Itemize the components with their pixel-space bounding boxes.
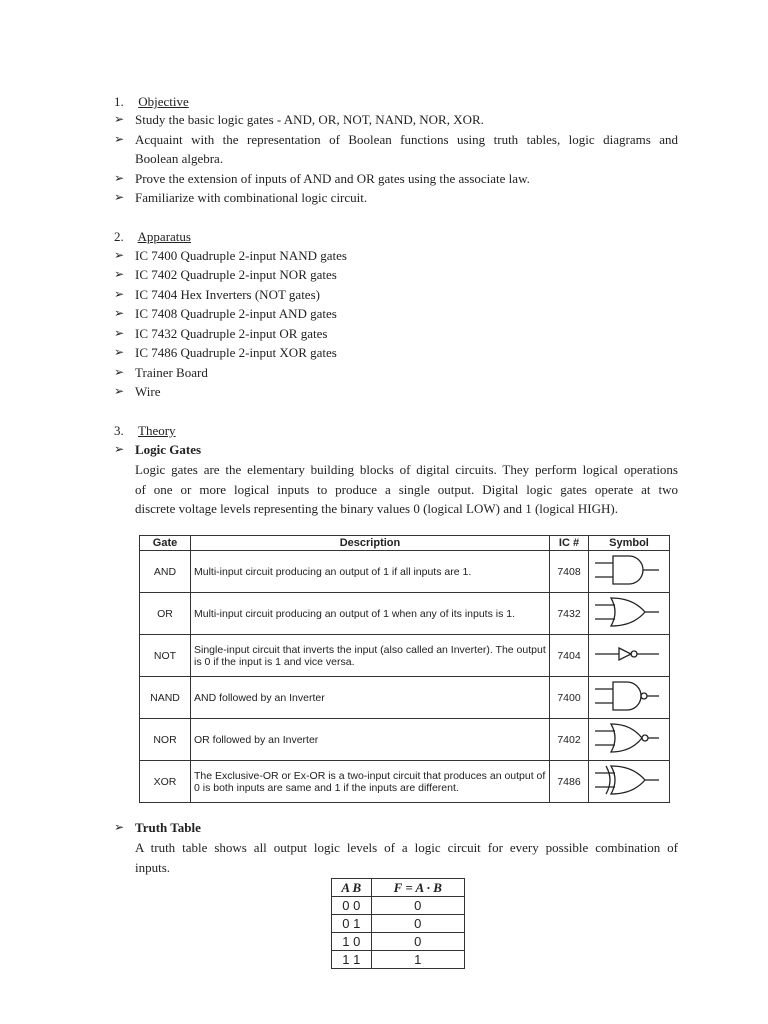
bullet-icon: ➢	[114, 190, 125, 204]
gate-description: Single-input circuit that inverts the input (also called an Inverter). The output is 0 if the input is 1 and vice versa.	[191, 635, 550, 677]
nor-gate-icon	[589, 719, 670, 761]
section-objective-heading	[114, 93, 189, 111]
paragraph-line: of one or more logical inputs to produce a single output. Digital logic gates operate at two	[135, 481, 678, 497]
table-row	[332, 933, 465, 951]
truth-table-output: 0	[371, 897, 464, 915]
gate-ic: 7432	[550, 593, 589, 635]
truth-table-output: 0	[371, 933, 464, 951]
section-number: 2.	[114, 229, 124, 244]
objective-item: Prove the extension of inputs of AND and OR gates using the associate law.	[135, 171, 530, 186]
table-row	[140, 761, 670, 803]
section-apparatus-heading	[114, 228, 191, 246]
logic-gates-paragraph	[135, 460, 678, 519]
objective-item: Acquaint with the representation of Boolean functions using truth tables, logic diagrams and	[135, 132, 678, 147]
logic-gates-table	[139, 535, 670, 803]
truth-table-input: 1 0	[332, 933, 372, 951]
gate-name: AND	[140, 551, 191, 593]
logic-gates-heading	[135, 441, 201, 459]
and-gate-icon	[589, 551, 670, 593]
truth-table-output: 0	[371, 915, 464, 933]
bullet-icon: ➢	[114, 442, 125, 456]
apparatus-item: IC 7402 Quadruple 2-input NOR gates	[135, 267, 337, 282]
apparatus-item: IC 7400 Quadruple 2-input NAND gates	[135, 248, 347, 263]
truth-table-title: Truth Table	[135, 820, 201, 835]
gate-description: The Exclusive-OR or Ex-OR is a two-input circuit that produces an output of 0 is both inputs are same and 1 if the inputs are different.	[191, 761, 550, 803]
paragraph-line: inputs.	[135, 859, 171, 875]
gate-description: OR followed by an Inverter	[191, 719, 550, 761]
truth-table-output: 1	[371, 951, 464, 969]
apparatus-item: IC 7408 Quadruple 2-input AND gates	[135, 306, 337, 321]
apparatus-item: IC 7432 Quadruple 2-input OR gates	[135, 326, 328, 341]
gate-ic: 7402	[550, 719, 589, 761]
apparatus-item: IC 7404 Hex Inverters (NOT gates)	[135, 287, 320, 302]
table-row	[140, 635, 670, 677]
nand-gate-icon	[589, 677, 670, 719]
paragraph-line: A truth table shows all output logic levels of a logic circuit for every possible combination of	[135, 840, 678, 855]
table-row	[140, 551, 670, 593]
bullet-icon: ➢	[114, 306, 125, 320]
gate-name: NOT	[140, 635, 191, 677]
bullet-icon: ➢	[114, 112, 125, 126]
bullet-icon: ➢	[114, 820, 125, 834]
truth-table	[331, 878, 465, 969]
section-number: 1.	[114, 94, 124, 109]
gate-ic: 7408	[550, 551, 589, 593]
header-gate: Gate	[140, 536, 191, 551]
truth-table-input: 1 1	[332, 951, 372, 969]
gate-description: Multi-input circuit producing an output of 1 when any of its inputs is 1.	[191, 593, 550, 635]
truth-table-heading	[135, 819, 201, 837]
apparatus-item: Wire	[135, 384, 161, 399]
table-header-row	[140, 536, 670, 551]
bullet-icon: ➢	[114, 345, 125, 359]
truth-table-output-header: F = A · B	[371, 879, 464, 897]
xor-gate-icon	[589, 761, 670, 803]
bullet-icon: ➢	[114, 384, 125, 398]
table-row	[140, 593, 670, 635]
objective-item: Study the basic logic gates - AND, OR, NOT, NAND, NOR, XOR.	[135, 112, 484, 127]
bullet-icon: ➢	[114, 132, 125, 146]
truth-table-input-header: A B	[332, 879, 372, 897]
bullet-icon: ➢	[114, 171, 125, 185]
objective-item: Familiarize with combinational logic circuit.	[135, 190, 368, 205]
gate-description: Multi-input circuit producing an output of 1 if all inputs are 1.	[191, 551, 550, 593]
gate-ic: 7400	[550, 677, 589, 719]
gate-ic: 7486	[550, 761, 589, 803]
section-title: Apparatus	[137, 229, 191, 244]
section-title: Theory	[138, 423, 176, 438]
table-row	[332, 915, 465, 933]
gate-ic: 7404	[550, 635, 589, 677]
gate-name: NAND	[140, 677, 191, 719]
header-ic: IC #	[550, 536, 589, 551]
objective-item-continued: Boolean algebra.	[135, 151, 224, 166]
truth-table-paragraph	[135, 838, 678, 877]
gate-description: AND followed by an Inverter	[191, 677, 550, 719]
header-description: Description	[191, 536, 550, 551]
gate-name: XOR	[140, 761, 191, 803]
header-symbol: Symbol	[589, 536, 670, 551]
bullet-icon: ➢	[114, 287, 125, 301]
truth-table-input: 0 0	[332, 897, 372, 915]
bullet-icon: ➢	[114, 326, 125, 340]
table-row	[332, 951, 465, 969]
not-gate-icon	[589, 635, 670, 677]
section-theory-heading	[114, 422, 176, 440]
truth-table-header-row	[332, 879, 465, 897]
section-title: Objective	[138, 94, 189, 109]
bullet-icon: ➢	[114, 248, 125, 262]
table-row	[332, 897, 465, 915]
paragraph-line: discrete voltage levels representing the binary values 0 (logical LOW) and 1 (logical HIGH).	[135, 501, 618, 516]
bullet-icon: ➢	[114, 267, 125, 281]
section-number: 3.	[114, 423, 124, 438]
or-gate-icon	[589, 593, 670, 635]
logic-gates-title: Logic Gates	[135, 442, 202, 457]
paragraph-line: Logic gates are the elementary building blocks of digital circuits. They perform logical operations	[135, 462, 678, 477]
table-row	[140, 719, 670, 761]
table-row	[140, 677, 670, 719]
apparatus-item: IC 7486 Quadruple 2-input XOR gates	[135, 345, 337, 360]
apparatus-item: Trainer Board	[135, 365, 208, 380]
truth-table-input: 0 1	[332, 915, 372, 933]
gate-name: OR	[140, 593, 191, 635]
bullet-icon: ➢	[114, 365, 125, 379]
gate-name: NOR	[140, 719, 191, 761]
